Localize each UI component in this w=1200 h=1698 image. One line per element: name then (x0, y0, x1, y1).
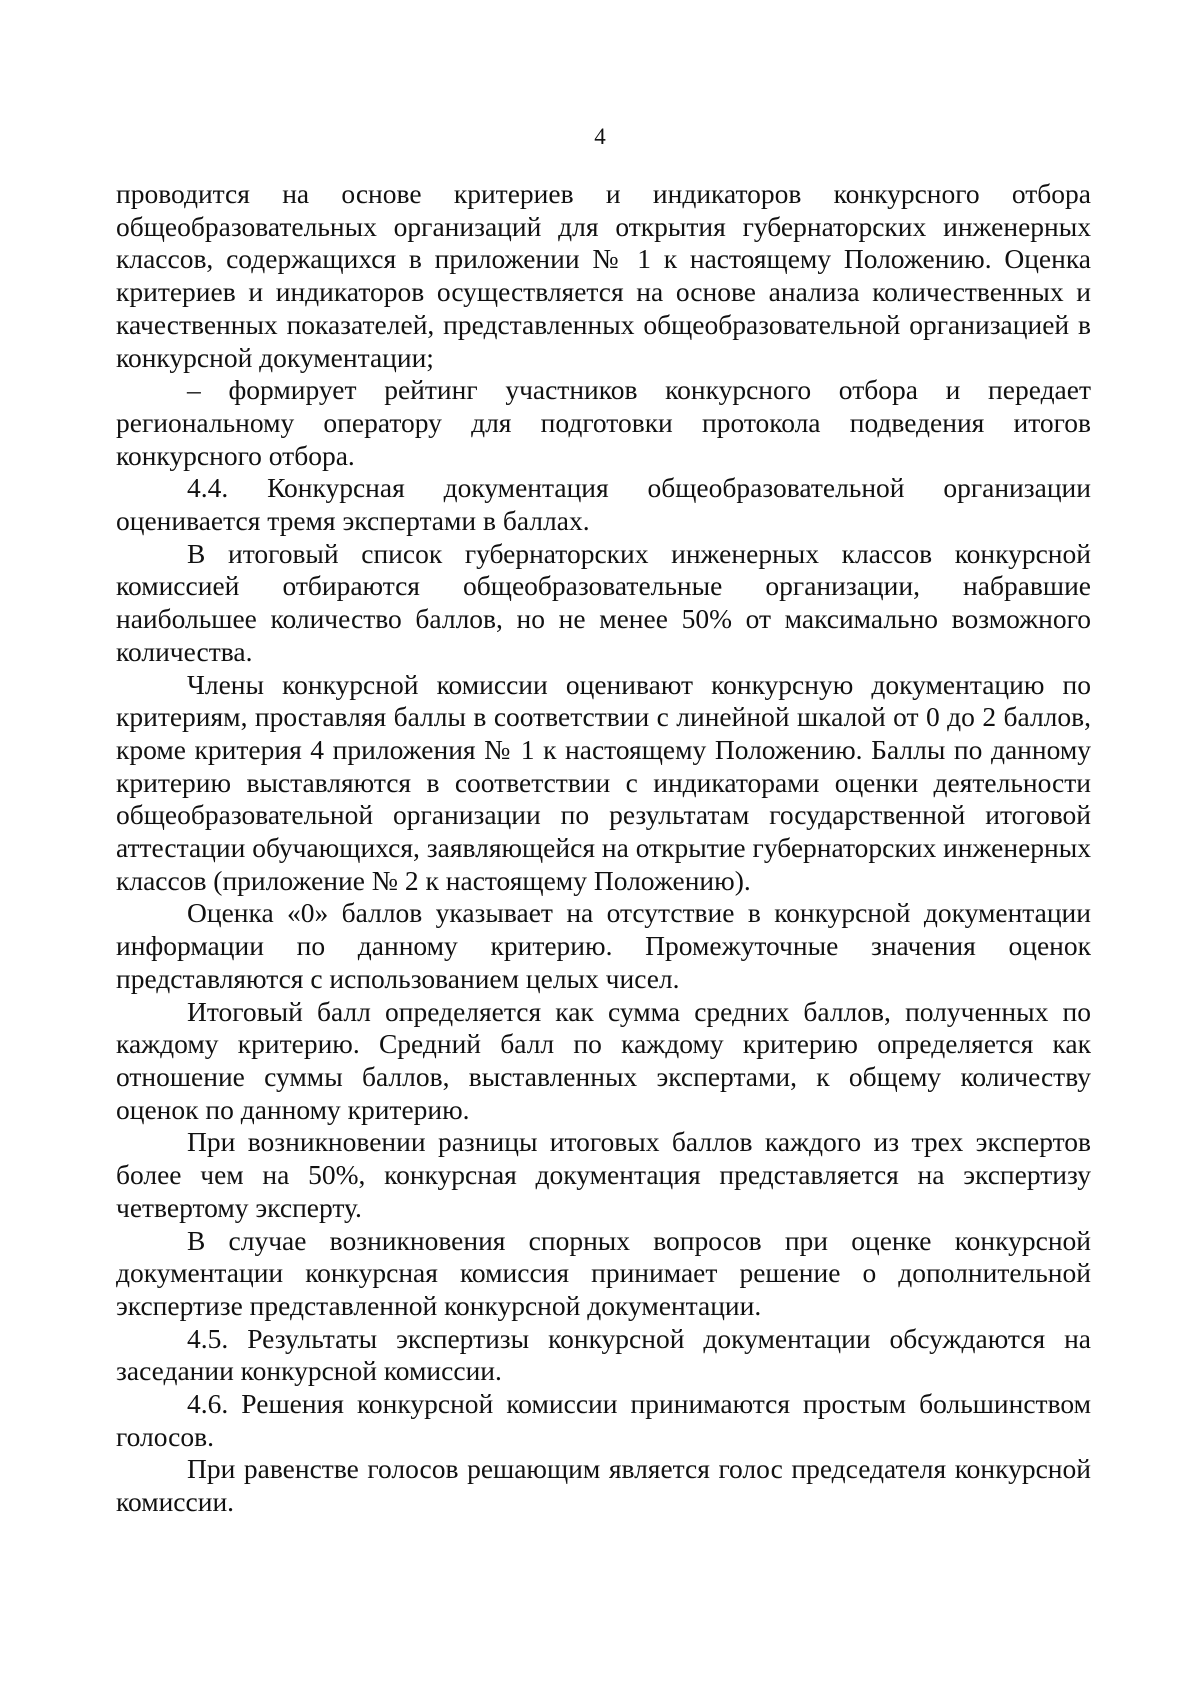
paragraph-tie-vote: При равенстве голосов решающим является голос председателя конкурсной комиссии. (116, 1453, 1091, 1518)
paragraph-total-score: Итоговый балл определяется как сумма средних баллов, полученных по каждому критерию. Средний балл по каждому критерию определяется как отношение суммы баллов, выставленных экспертами, к общему количеству оценок по данному критерию. (116, 995, 1091, 1125)
paragraph-zero-score: Оценка «0» баллов указывает на отсутствие в конкурсной документации информации по данному критерию. Промежуточные значения оценок представляются с использованием целых чисел. (116, 897, 1091, 994)
page-number: 4 (594, 124, 606, 149)
paragraph-4-5: 4.5. Результаты экспертизы конкурсной документации обсуждаются на заседании конкурсной комиссии. (116, 1322, 1091, 1387)
paragraph-final-list: В итоговый список губернаторских инженерных классов конкурсной комиссией отбираются общеобразовательные организации, набравшие наибольшее количество баллов, но не менее 50% от максимально возможного количества. (116, 537, 1091, 667)
document-body (116, 178, 1091, 1519)
paragraph-disputes: В случае возникновения спорных вопросов при оценке конкурсной документации конкурсная комиссия принимает решение о дополнительной экспертизе представленной конкурсной документации. (116, 1224, 1091, 1321)
paragraph-commission-scoring: Члены конкурсной комиссии оценивают конкурсную документацию по критериям, проставляя баллы в соответствии с линейной шкалой от 0 до 2 баллов, кроме критерия 4 приложения № 1 к настоящему Положению. Баллы по данному критерию выставляются в соответствии с индикаторами оценки деятельности общеобразовательной организации по результатам государственной итоговой аттестации обучающихся, заявляющейся на открытие губернаторских инженерных классов (приложение № 2 к настоящему Положению). (116, 668, 1091, 896)
paragraph-4-4: 4.4. Конкурсная документация общеобразовательной организации оценивается тремя экспертами в баллах. (116, 472, 1091, 537)
paragraph-fourth-expert: При возникновении разницы итоговых баллов каждого из трех экспертов более чем на 50%, конкурсная документация представляется на экспертизу четвертому эксперту. (116, 1126, 1091, 1223)
paragraph-rating: – формирует рейтинг участников конкурсного отбора и передает региональному оператору для подготовки протокола подведения итогов конкурсного отбора. (116, 374, 1091, 471)
paragraph-4-6: 4.6. Решения конкурсной комиссии принимаются простым большинством голосов. (116, 1388, 1091, 1452)
paragraph-criteria-evaluation: проводится на основе критериев и индикаторов конкурсного отбора общеобразовательных организаций для открытия губернаторских инженерных классов, содержащихся в приложении № 1 к настоящему Положению. Оценка критериев и индикаторов осуществляется на основе анализа количественных и качественных показателей, представленных общеобразовательной организацией в конкурсной документации; (116, 178, 1091, 373)
